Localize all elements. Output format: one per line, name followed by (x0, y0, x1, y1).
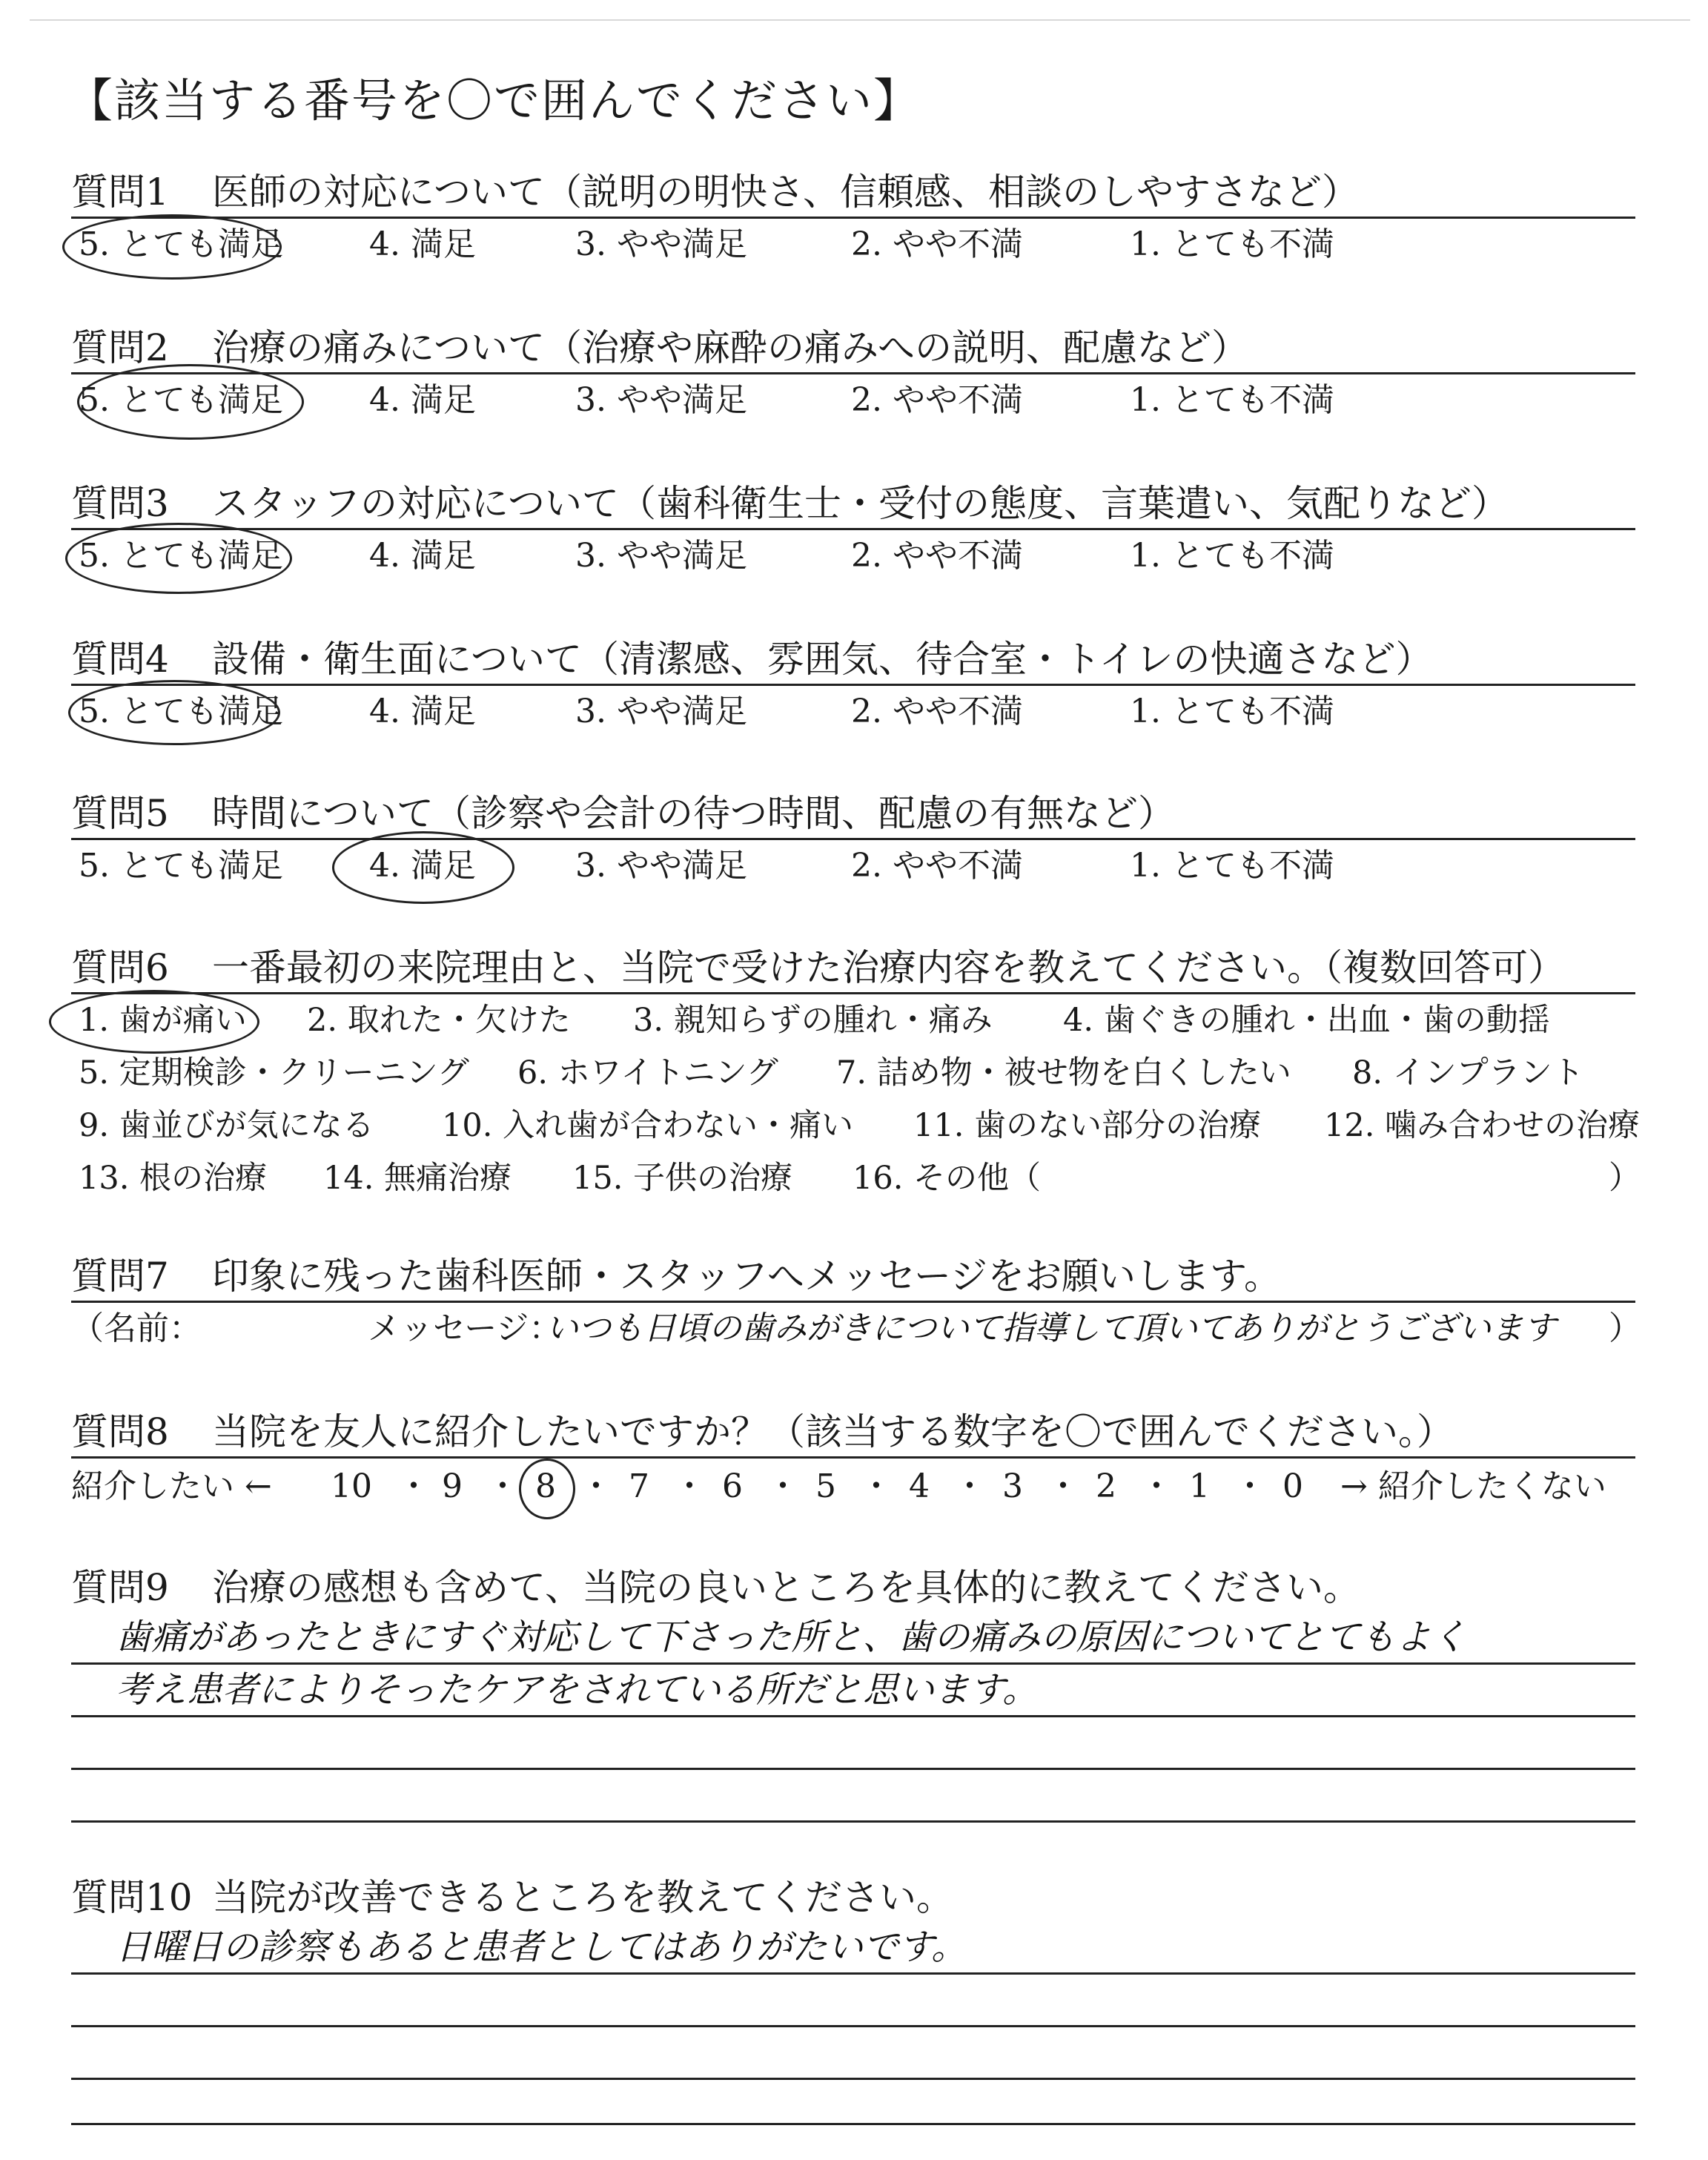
answer-line[interactable] (71, 1717, 1635, 1770)
answer-text: 考え患者によりそったケアをされている所だと思います。 (116, 1669, 1039, 1711)
scale-9[interactable]: 9 (442, 1467, 463, 1505)
question-9 (71, 1563, 1635, 1823)
option-1[interactable]: 1. とても不満 (1130, 847, 1334, 885)
question-3 (71, 479, 1635, 582)
reason-option[interactable]: 7. 詰め物・被せ物を白くしたい (836, 1054, 1291, 1091)
option-1[interactable]: 1. とても不満 (1130, 693, 1334, 730)
option-2[interactable]: 2. やや不満 (851, 847, 1023, 885)
reason-option[interactable]: 14. 無痛治療 (323, 1160, 512, 1197)
option-4[interactable]: 4. 満足 (369, 847, 476, 885)
question-number: 質問2 (71, 326, 169, 369)
question-text: 設備・衛生面について（清潔感、雰囲気、待合室・トイレの快適さなど） (212, 638, 1433, 681)
close-paren: ） (1609, 1309, 1641, 1347)
question-number: 質問3 (71, 482, 169, 525)
question-10 (71, 1873, 1635, 2125)
option-3[interactable]: 3. やや満足 (575, 693, 747, 730)
page-title: 【該当する番号を〇で囲んでください】 (67, 73, 921, 128)
reason-option[interactable]: 11. 歯のない部分の治療 (913, 1107, 1262, 1144)
option-5[interactable]: 5. とても満足 (79, 847, 283, 885)
question-text: 印象に残った歯科医師・スタッフへメッセージをお願いします。 (212, 1255, 1281, 1298)
message-text[interactable]: いつも日頃の歯みがきについて指導して頂いてありがとうございます (546, 1309, 1557, 1347)
message-line (71, 1303, 1641, 1355)
question-text: 治療の感想も含めて、当院の良いところを具体的に教えてください。 (212, 1566, 1360, 1609)
question-number: 質問10 (71, 1876, 193, 1919)
reason-option[interactable]: 8. インプラント (1352, 1054, 1584, 1091)
scale-left-label: 紹介したい ← (71, 1467, 272, 1505)
recommend-scale: 紹介したい ← 10 ・ 9 ・ 8 ・ 7 ・ 6 ・ 5 ・ 4 ・ 3 ・ 2 ・ 1 ・ 0 → 紹介したくない (71, 1459, 1635, 1515)
option-5[interactable]: 5. とても満足 (79, 381, 283, 419)
reason-option[interactable]: 1. 歯が痛い (79, 1002, 247, 1039)
answer-line[interactable] (71, 1770, 1635, 1823)
question-8 (71, 1407, 1635, 1515)
question-text: 医師の対応について（説明の明快さ、信頼感、相談のしやすさなど） (212, 171, 1359, 214)
question-text: スタッフの対応について（歯科衛生士・受付の態度、言葉遣い、気配りなど） (212, 482, 1509, 525)
scale-1[interactable]: 1 (1189, 1467, 1210, 1505)
question-text: 当院が改善できるところを教えてください。 (212, 1876, 953, 1919)
question-6 (71, 943, 1641, 1205)
question-number: 質問6 (71, 946, 169, 989)
option-1[interactable]: 1. とても不満 (1130, 381, 1334, 419)
answer-line[interactable] (71, 1922, 1635, 1975)
option-3[interactable]: 3. やや満足 (575, 537, 747, 575)
rating-options (71, 530, 1635, 582)
name-label: （名前： (71, 1309, 202, 1347)
reason-option[interactable]: 5. 定期検診・クリーニング (79, 1054, 469, 1091)
option-3[interactable]: 3. やや満足 (575, 225, 747, 263)
scale-3[interactable]: 3 (1002, 1467, 1023, 1505)
question-text: 治療の痛みについて（治療や麻酔の痛みへの説明、配慮など） (212, 326, 1248, 369)
reason-option[interactable]: 13. 根の治療 (79, 1160, 268, 1197)
rating-options (71, 374, 1635, 426)
question-number: 質問7 (71, 1255, 169, 1298)
reason-option[interactable]: 3. 親知らずの腫れ・痛み (633, 1002, 993, 1039)
scale-4[interactable]: 4 (909, 1467, 930, 1505)
question-number: 質問5 (71, 792, 169, 835)
scale-0[interactable]: 0 (1282, 1467, 1303, 1505)
reason-option[interactable]: 12. 噛み合わせの治療 (1324, 1107, 1641, 1144)
question-text: 一番最初の来院理由と、当院で受けた治療内容を教えてください。（複数回答可） (212, 946, 1565, 989)
rating-options (71, 219, 1635, 271)
question-2 (71, 323, 1635, 426)
reason-option[interactable]: 6. ホワイトニング (517, 1054, 778, 1091)
option-3[interactable]: 3. やや満足 (575, 847, 747, 885)
reason-option[interactable]: 2. 取れた・欠けた (307, 1002, 571, 1039)
option-5[interactable]: 5. とても満足 (79, 225, 283, 263)
option-2[interactable]: 2. やや不満 (851, 537, 1023, 575)
answer-line[interactable] (71, 2027, 1635, 2080)
reason-option[interactable]: 15. 子供の治療 (572, 1160, 793, 1197)
message-label: メッセージ： (368, 1309, 562, 1347)
scale-7[interactable]: 7 (629, 1467, 649, 1505)
answer-line[interactable] (71, 1975, 1635, 2027)
reason-options (71, 994, 1641, 1205)
answer-text: 日曜日の診察もあると患者としてはありがたいです。 (116, 1926, 967, 1968)
option-4[interactable]: 4. 満足 (369, 381, 476, 419)
option-4[interactable]: 4. 満足 (369, 537, 476, 575)
scale-10[interactable]: 10 (331, 1467, 372, 1505)
answer-text: 歯痛があったときにすぐ対応して下さった所と、歯の痛みの原因についてとてもよく (116, 1616, 1467, 1658)
option-2[interactable]: 2. やや不満 (851, 225, 1023, 263)
scale-5[interactable]: 5 (815, 1467, 836, 1505)
option-2[interactable]: 2. やや不満 (851, 381, 1023, 419)
answer-line[interactable] (71, 2080, 1635, 2125)
question-5 (71, 789, 1635, 892)
question-7 (71, 1252, 1641, 1355)
option-4[interactable]: 4. 満足 (369, 225, 476, 263)
option-1[interactable]: 1. とても不満 (1130, 225, 1334, 263)
top-border (30, 19, 1690, 21)
option-3[interactable]: 3. やや満足 (575, 381, 747, 419)
question-number: 質問9 (71, 1566, 169, 1609)
question-text: 時間について（診察や会計の待つ時間、配慮の有無など） (212, 792, 1175, 835)
question-number: 質問1 (71, 171, 169, 214)
reason-option[interactable]: 10. 入れ歯が合わない・痛い (442, 1107, 854, 1144)
option-5[interactable]: 5. とても満足 (79, 693, 283, 730)
answer-line[interactable] (71, 1665, 1635, 1717)
scale-8[interactable]: 8 (535, 1467, 556, 1505)
question-number: 質問4 (71, 638, 169, 681)
close-paren: ） (1609, 1160, 1641, 1197)
reason-option[interactable]: 9. 歯並びが気になる (79, 1107, 374, 1144)
question-text: 当院を友人に紹介したいですか？（該当する数字を〇で囲んでください。） (212, 1410, 1454, 1453)
reason-option[interactable]: 16. その他（ (853, 1160, 1042, 1197)
rating-options (71, 686, 1635, 738)
reason-option[interactable]: 4. 歯ぐきの腫れ・出血・歯の動揺 (1063, 1002, 1550, 1039)
option-5[interactable]: 5. とても満足 (79, 537, 283, 575)
scale-right-label: → 紹介したくない (1340, 1467, 1606, 1505)
question-1 (71, 168, 1635, 271)
rating-options (71, 840, 1635, 892)
question-4 (71, 635, 1635, 738)
option-4[interactable]: 4. 満足 (369, 693, 476, 730)
answer-line[interactable] (71, 1612, 1635, 1665)
option-1[interactable]: 1. とても不満 (1130, 537, 1334, 575)
option-2[interactable]: 2. やや不満 (851, 693, 1023, 730)
scale-6[interactable]: 6 (722, 1467, 743, 1505)
scale-2[interactable]: 2 (1096, 1467, 1116, 1505)
question-number: 質問8 (71, 1410, 169, 1453)
